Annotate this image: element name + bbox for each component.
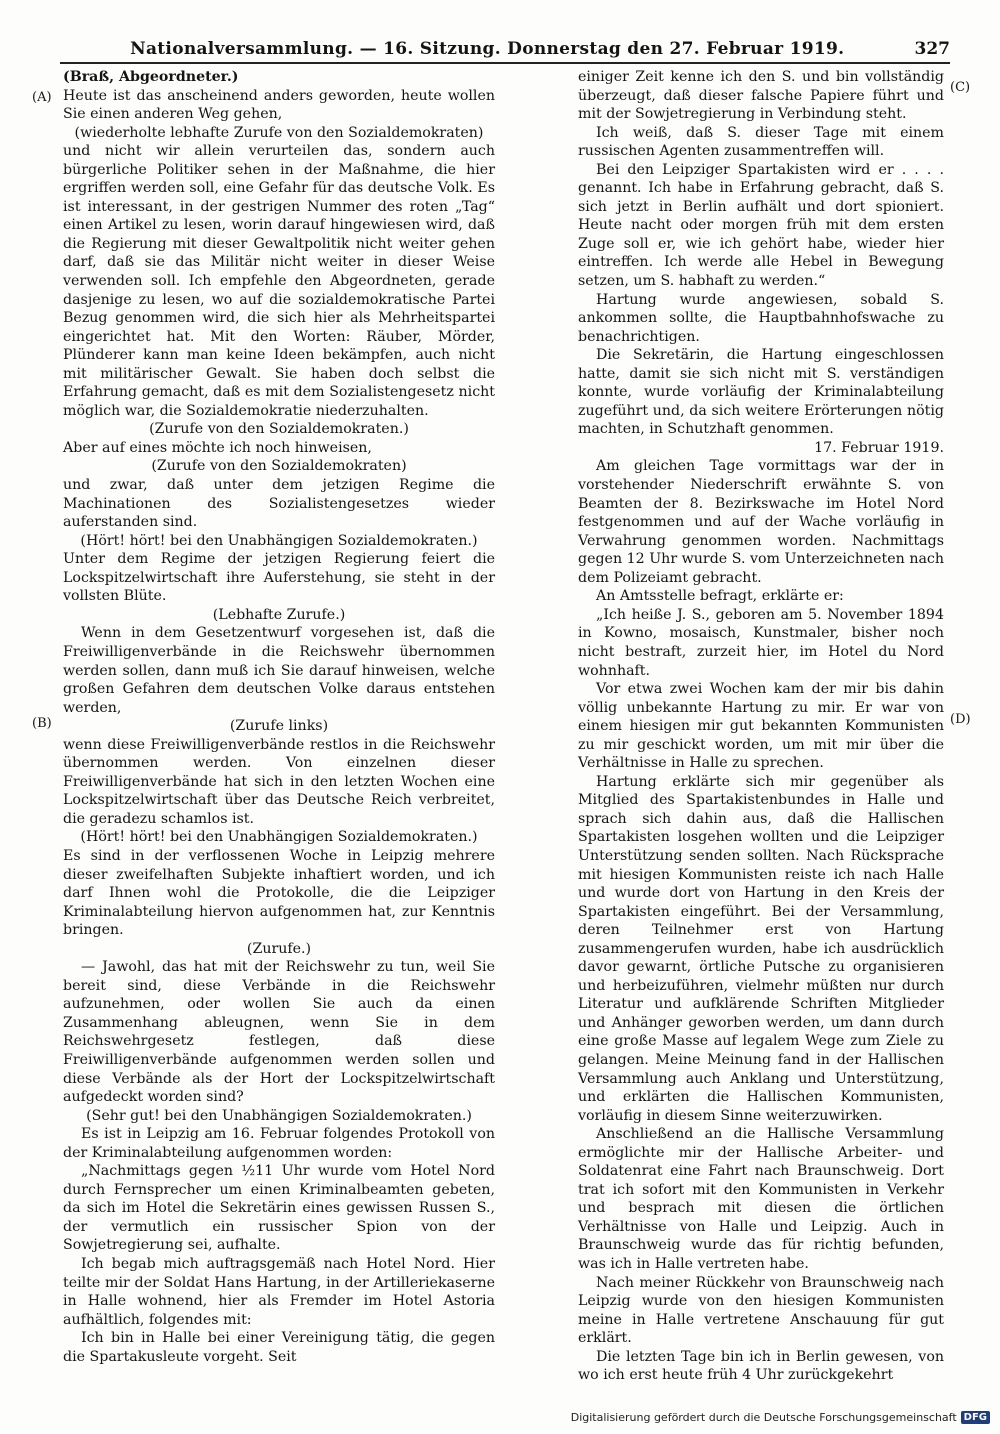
paragraph: Die letzten Tage bin ich in Berlin gewesen, von wo ich erst heute früh 4 Uhr zurückgekehrt — [578, 1348, 944, 1384]
paragraph: Unter dem Regime der jetzigen Regierung feiert die Lockspitzelwirtschaft ihre Auferstehung, sie steht in der vollsten Blüte. — [63, 551, 495, 605]
paragraph: einiger Zeit kenne ich den S. und bin vollständig überzeugt, daß dieser falsche Papiere führt und mit der Sowjetregierung in Verbindung steht. — [578, 69, 944, 123]
margin-mark-a: (A) — [32, 90, 52, 105]
margin-mark-c: (C) — [950, 80, 971, 95]
page-number: 327 — [914, 39, 950, 59]
margin-mark-d: (D) — [950, 712, 971, 727]
paragraph: Hartung erklärte sich mir gegenüber als Mitglied des Spartakistenbundes in Halle und sprach sich dahin aus, daß die Hallischen Spartakisten losgehen wollten und die Leipziger Unterstützung senden sollten. Nach Rücksprache mit hiesigen Kommunisten reiste ich nach Halle und wurde dort von Hartung in den Kreis der Spartakisten eingeführt. Bei der Versammlung, deren Teilnehmer erst von Hartung zusammengerufen wurden, habe ich ausdrücklich davor gewarnt, örtliche Putsche zu organisieren und herbeizuführen, vielmehr müßten nur durch Literatur und aufklärende Schriften Mitglieder und Anhänger geworben werden, um dann durch eine große Masse auf legalem Wege zum Ziele zu gelangen. Meine Meinung fand in der Hallischen Versammlung auch Anklang und Unterstützung, und erklärten die Hallischen Kommunisten, vorläufig in diesem Sinne weiterzuwirken. — [578, 773, 944, 1124]
protocol-quote: Ich bin in Halle bei einer Vereinigung tätig, die gegen die Spartakusleute vorgeht. Seit — [63, 1330, 495, 1365]
interjection: (Zurufe von den Sozialdemokraten.) — [149, 421, 409, 438]
right-column — [578, 68, 944, 1385]
paragraph: — Jawohl, das hat mit der Reichswehr zu tun, weil Sie bereit sind, diese Verbände in die Reichswehr aufzunehmen, oder wollen Sie auch da einen Zusammenhang ableugnen, wenn Sie in dem Reichswehrgesetz festlegen, daß diese Freiwilligenverbände aufgenommen werden sollen und diese Verbände als der Hort der Lockspitzelwirtschaft aufgedeckt worden sind? — [63, 959, 495, 1106]
paragraph: Hartung wurde angewiesen, sobald S. ankommen sollte, die Hauptbahnhofswache zu benachrichtigen. — [578, 291, 944, 345]
interjection: (Lebhafte Zurufe.) — [212, 606, 346, 623]
interjection: (Sehr gut! bei den Unabhängigen Sozialdemokraten.) — [86, 1107, 472, 1124]
paragraph: Heute ist das anscheinend anders geworden, heute wollen Sie einen anderen Weg gehen, — [63, 87, 495, 123]
margin-mark-b: (B) — [32, 716, 52, 731]
paragraph: wenn diese Freiwilligenverbände restlos in die Reichswehr übernommen werden. Von einzelnen dieser Freiwilligenverbände hat sich in den letzten Wochen eine Lockspitzelwirtschaft über das Deutsche Reich verbreitet, die geradezu schamlos ist. — [63, 736, 495, 827]
protocol-quote: „Nachmittags gegen ½11 Uhr wurde vom Hotel Nord durch Fernsprecher um einen Kriminalbeamten gebeten, da sich im Hotel die Sekretärin eines gewissen Russen S., der vermutlich ein russischer Spion von der Sowjetregierung sei, aufhalte. — [63, 1163, 495, 1254]
paragraph: Vor etwa zwei Wochen kam der mir bis dahin völlig unbekannte Hartung zu mir. Er war von einem hiesigen mir gut bekannten Kommunisten zu mir geschickt worden, um mit mir über die Verhältnisse in Halle zu sprechen. — [578, 681, 944, 772]
interjection: (Hört! hört! bei den Unabhängigen Sozialdemokraten.) — [80, 532, 478, 549]
paragraph: Wenn in dem Gesetzentwurf vorgesehen ist, daß die Freiwilligenverbände in die Reichswehr übernommen werden sollen, dann muß ich Sie darauf hinweisen, welche großen Gefahren dem deutschen Volke daraus entstehen werden, — [63, 625, 495, 716]
paragraph: Anschließend an die Hallische Versammlung ermöglichte mir der Hallische Arbeiter- und Soldatenrat eine Fahrt nach Braunschweig. Dort trat ich sofort mit den Kommunisten in Verkehr und besprach mit diesen die örtlichen Verhältnisse von Halle und Leipzig. Auch in Braunschweig wurde das für richtig befunden, was ich in Halle vertreten habe. — [578, 1126, 944, 1272]
paragraph: Es ist in Leipzig am 16. Februar folgendes Protokoll von der Kriminalabteilung aufgenommen worden: — [63, 1126, 495, 1161]
interjection: (Hört! hört! bei den Unabhängigen Sozialdemokraten.) — [80, 829, 478, 846]
interjection: (Zurufe.) — [246, 940, 312, 957]
paragraph: Es sind in der verflossenen Woche in Leipzig mehrere dieser zweifelhaften Subjekte inhaftiert worden, und ich darf Ihnen wohl die Protokolle, die die Leipziger Kriminalabteilung hiervon aufgenommen hat, zur Kenntnis bringen. — [63, 847, 495, 939]
footer-text: Digitalisierung gefördert durch die Deutsche Forschungsgemeinschaft — [570, 1411, 957, 1424]
dfg-logo-icon: DFG — [961, 1411, 990, 1424]
paragraph: Am gleichen Tage vormittags war der in vorstehender Niederschrift erwähnte S. von Beamten der 8. Bezirkswache im Hotel Nord festgenommen und auf der Wache vorläufig in Verwahrung genommen worden. Nachmittags gegen 12 Uhr wurde S. vom Unterzeichneten nach dem Polizeiamt gebracht. — [578, 458, 944, 586]
paragraph: und nicht wir allein verurteilen das, sondern auch bürgerliche Politiker sehen in der Maßnahme, die hier ergriffen werden soll, eine Gefahr für das deutsche Volk. Es ist interessant, in der gestrigen Nummer des roten „Tag“ einen Artikel zu lesen, worin darauf hingewiesen wird, daß die Regierung mit dieser Gewaltpolitik nicht weiter gehen darf, daß sie das Militär nicht weiter in dieser Weise verwenden soll. Ich empfehle den Abgeordneten, gerade dasjenige zu lesen, wo auf die sozialdemokratische Partei Bezug genommen wird, die sich hier als Mehrheitspartei eingerichtet hat. Mit den Worten: Räuber, Mörder, Plünderer kann man keine Ideen bekämpfen, auch nicht mit militärischer Gewalt. Sie haben doch selbst die Erfahrung gemacht, daß es mit dem Sozialistengesetz nicht möglich war, die Sozialdemokratie niederzuhalten. — [63, 143, 495, 419]
interjection: (wiederholte lebhafte Zurufe von den Sozialdemokraten) — [74, 124, 484, 141]
interjection: (Zurufe von den Sozialdemokraten) — [151, 458, 407, 475]
paragraph: Aber auf eines möchte ich noch hinweisen, — [63, 439, 372, 456]
header-title: Nationalversammlung. — 16. Sitzung. Donnerstag den 27. Februar 1919. — [130, 39, 845, 59]
paragraph: und zwar, daß unter dem jetzigen Regime die Machinationen des Sozialistengesetzes wieder auferstanden sind. — [63, 477, 495, 531]
date-line: 17. Februar 1919. — [814, 439, 944, 456]
paragraph: Bei den Leipziger Spartakisten wird er . . . . genannt. Ich habe in Erfahrung gebracht, daß S. sich jetzt in Berlin aufhält und dort spioniert. Heute nacht oder morgen früh mit dem ersten Zuge soll er, wie ich gehört habe, wieder hier eintreffen. Ich werde alle Hebel in Bewegung setzen, um S. habhaft zu werden.“ — [578, 161, 944, 290]
paragraph: „Ich heiße J. S., geboren am 5. November 1894 in Kowno, mosaisch, Kunstmaler, bisher noch nicht bestraft, zurzeit hier, im Hotel du Nord wohnhaft. — [578, 606, 944, 679]
speaker-label: (Braß, Abgeordneter.) — [63, 69, 239, 85]
digitization-footer — [560, 1411, 990, 1424]
protocol-quote: Ich begab mich auftragsgemäß nach Hotel Nord. Hier teilte mir der Soldat Hans Hartung, in der Artilleriekaserne in Halle wohnend, hier als Fremder im Hotel Astoria aufhältlich, folgendes mit: — [63, 1256, 495, 1328]
paragraph: Nach meiner Rückkehr von Braunschweig nach Leipzig wurde von den hiesigen Kommunisten meine in Halle vertretene Anschauung für gut erklärt. — [578, 1274, 944, 1347]
running-header — [60, 32, 950, 64]
paragraph: Die Sekretärin, die Hartung eingeschlossen hatte, damit sie sich nicht mit S. verständigen konnte, wurde vorläufig der Kriminalabteilung zugeführt und, da sich weitere Erörterungen nötig machten, in Schutzhaft genommen. — [578, 347, 944, 438]
left-column — [63, 68, 495, 1366]
paragraph: An Amtsstelle befragt, erklärte er: — [596, 588, 844, 605]
interjection: (Zurufe links) — [229, 718, 329, 735]
paragraph: Ich weiß, daß S. dieser Tage mit einem russischen Agenten zusammentreffen will. — [578, 124, 944, 160]
